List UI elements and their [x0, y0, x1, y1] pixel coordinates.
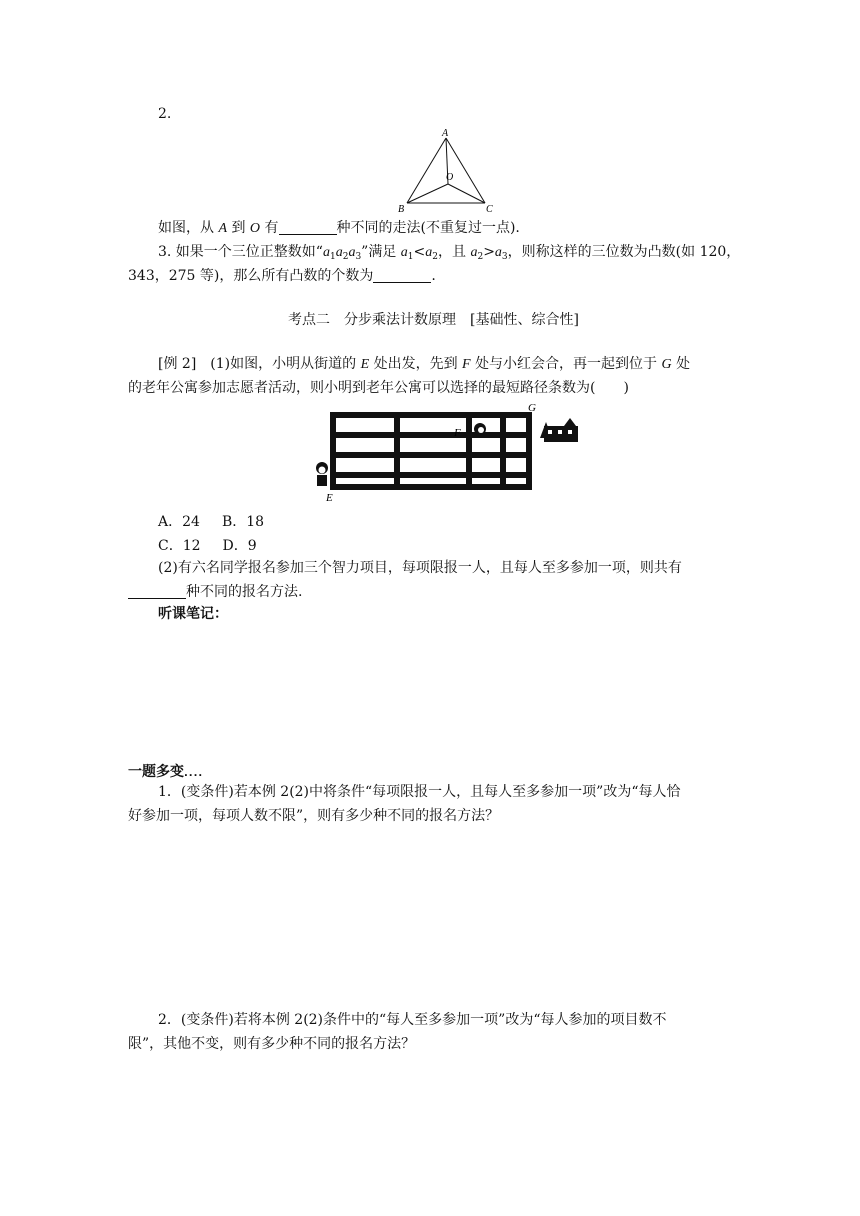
choice-D[interactable]: D．9 — [222, 538, 257, 554]
grid-label-E: E — [326, 492, 333, 504]
choice-A[interactable]: A．24 — [158, 514, 200, 530]
triangle-label-A: A — [442, 128, 449, 139]
triangle-label-C: C — [486, 204, 493, 215]
question-2-number: 2. — [158, 106, 172, 122]
person-icon — [316, 462, 328, 486]
triangle-label-B: B — [398, 204, 405, 215]
variant-1-line-1: 1．(变条件)若本例 2(2)中将条件“每项限报一人，且每人至多参加一项”改为“每人恰 — [158, 784, 681, 800]
question-2-text: 如图，从 A 到 O 有 种不同的走法(不重复过一点). — [158, 220, 520, 236]
grid-label-G: G — [528, 402, 536, 414]
example-2-line-1: [例 2] (1)如图，小明从街道的 E 处出发，先到 F 处与小红会合，再一起到位于 G 处 — [158, 356, 691, 372]
choice-row-1 — [158, 512, 264, 532]
answer-blank[interactable] — [373, 268, 431, 283]
variant-1-line-2: 好参加一项，每项人数不限”，则有多少种不同的报名方法？ — [128, 808, 500, 824]
choice-B[interactable]: B．18 — [221, 514, 265, 530]
example-2-part-2-line-1: (2)有六名同学报名参加三个智力项目，每项限报一人，且每人至多参加一项，则共有 — [158, 560, 682, 576]
triangle-figure — [390, 126, 500, 216]
choice-row-2 — [158, 536, 257, 556]
variant-2-line-2: 限”，其他不变，则有多少种不同的报名方法？ — [128, 1036, 416, 1052]
choice-C[interactable]: C．12 — [158, 538, 201, 554]
variants-heading: 一题多变.... — [128, 764, 204, 780]
street-grid-figure — [308, 402, 588, 506]
answer-blank[interactable] — [279, 220, 337, 235]
example-2-part-2-line-2: 种不同的报名方法. — [128, 582, 302, 602]
example-2-line-2: 的老年公寓参加志愿者活动，则小明到老年公寓可以选择的最短路径条数为( ) — [128, 380, 629, 396]
grid-label-F: F — [454, 427, 461, 439]
triangle-label-O: O — [446, 172, 454, 183]
section-title: 考点二 分步乘法计数原理 [基础性、综合性] — [288, 312, 579, 328]
building-icon — [540, 418, 578, 442]
question-3-line-2: 343，275 等)，那么所有凸数的个数为 . — [128, 268, 436, 284]
person-icon — [474, 423, 486, 435]
answer-blank[interactable] — [128, 584, 186, 599]
question-3-line-1: 3. 如果一个三位正整数如“$a_1a_2a_3$”满足 $a_1<a_2$，且 $a_2>a_3$，则称这样的三位数为凸数(如 120， — [158, 244, 741, 262]
variant-2-line-1: 2．(变条件)若将本例 2(2)条件中的“每人至多参加一项”改为“每人参加的项目数不 — [158, 1012, 667, 1028]
notes-label: 听课笔记： — [158, 606, 228, 622]
